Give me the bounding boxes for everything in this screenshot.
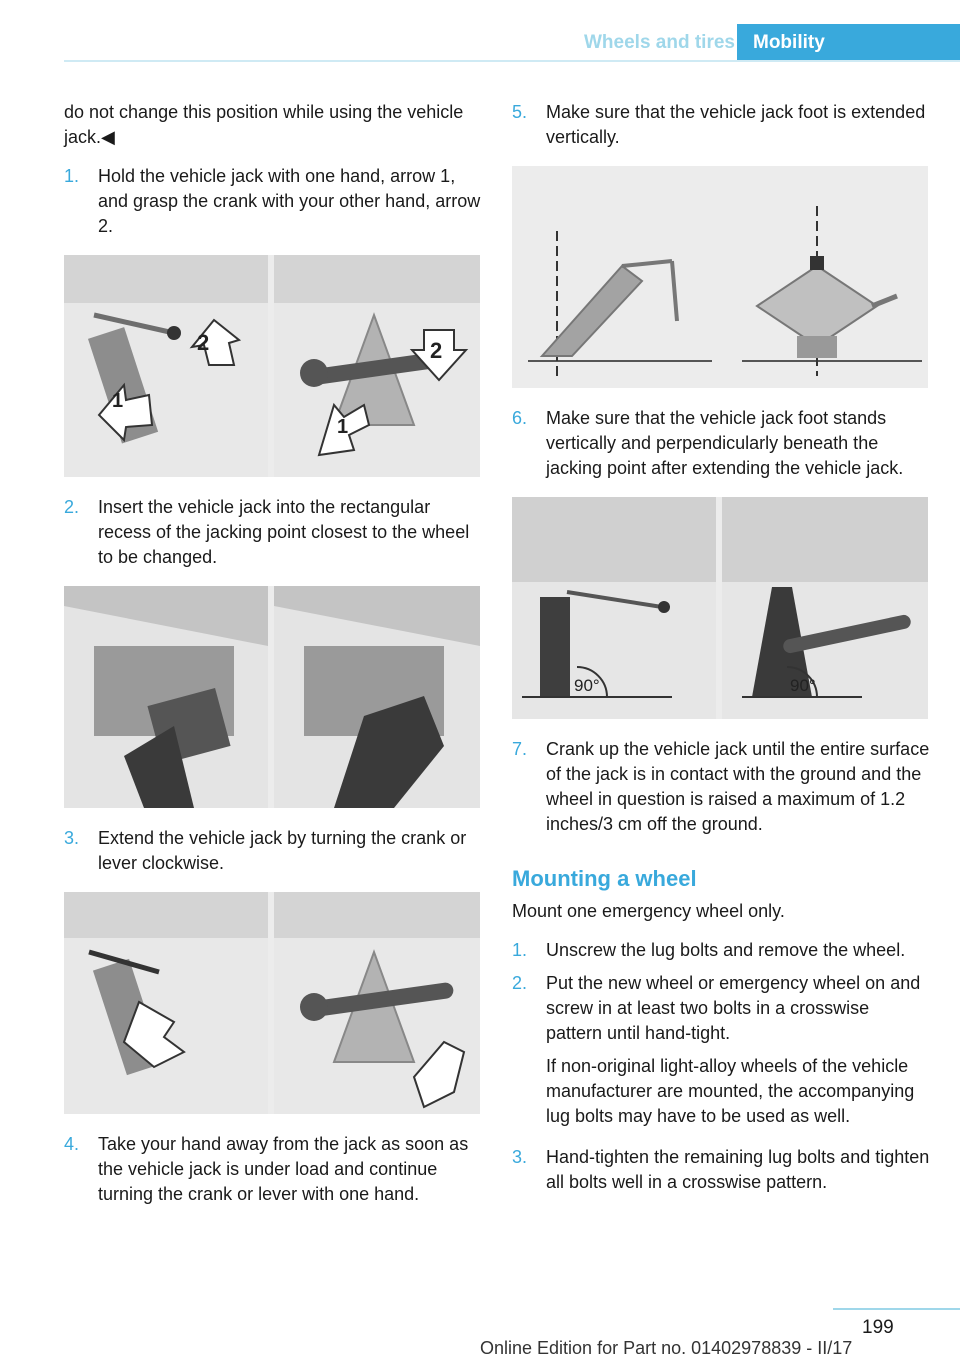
step-text: Insert the vehicle jack into the rectangular recess of the jacking point closest to the wheel to be changed. bbox=[98, 497, 470, 567]
step-text: Hand-tighten the remaining lug bolts and tighten all bolts well in a crosswise pattern. bbox=[546, 1147, 930, 1192]
step-number: 4. bbox=[64, 1134, 80, 1154]
figure-label-1b: 1 bbox=[337, 416, 349, 438]
header-chapter-tab: Mobility bbox=[737, 24, 960, 62]
left-column bbox=[64, 100, 482, 1223]
figure-perpendicular bbox=[512, 497, 928, 719]
figure-label-2b: 2 bbox=[430, 338, 443, 363]
right-column bbox=[512, 100, 930, 1203]
step-number: 2. bbox=[512, 973, 528, 993]
section-title: Mounting a wheel bbox=[512, 866, 697, 891]
mount-step-3 bbox=[512, 1145, 930, 1195]
step-1 bbox=[64, 164, 482, 239]
step-number: 3. bbox=[512, 1147, 528, 1167]
step-3 bbox=[64, 826, 482, 876]
angle-label-left: 90° bbox=[574, 676, 600, 695]
figure-label-2: 2 bbox=[197, 330, 210, 355]
step-number: 6. bbox=[512, 408, 528, 428]
step-number: 7. bbox=[512, 739, 528, 759]
footer-divider bbox=[833, 1308, 960, 1310]
edition-footer: Online Edition for Part no. 01402978839 - II/17 bbox=[480, 1338, 853, 1358]
page-number: 199 bbox=[862, 1317, 894, 1338]
intro-text: do not change this position while using the vehicle jack.◀ bbox=[64, 102, 464, 147]
step-number: 2. bbox=[64, 497, 80, 517]
step-text: Unscrew the lug bolts and remove the wheel. bbox=[546, 940, 906, 960]
figure-label-1: 1 bbox=[112, 390, 124, 412]
step-number: 3. bbox=[64, 828, 80, 848]
figure-extend-jack bbox=[64, 892, 480, 1114]
section-subtitle: Mount one emergency wheel only. bbox=[512, 901, 785, 921]
step-7 bbox=[512, 737, 930, 837]
step-text: Hold the vehicle jack with one hand, arrow 1, and grasp the crank with your other hand, arrow 2. bbox=[98, 166, 481, 236]
figure-jacking-point bbox=[64, 586, 480, 808]
step-number: 5. bbox=[512, 102, 528, 122]
angle-label-right: 90° bbox=[790, 676, 816, 695]
mount-step-1 bbox=[512, 938, 930, 963]
step-text: Take your hand away from the jack as soon as the vehicle jack is under load and continue turning the crank or lever with one hand. bbox=[98, 1134, 469, 1204]
figure-jack-hold bbox=[64, 255, 480, 477]
step-2 bbox=[64, 495, 482, 570]
step-text: Crank up the vehicle jack until the entire surface of the jack is in contact with the ground and the wheel in question is raised a maximum of 1.2 inches/3 cm off the ground. bbox=[546, 739, 930, 834]
step-4 bbox=[64, 1132, 482, 1207]
step-text: Make sure that the vehicle jack foot is extended vertically. bbox=[546, 102, 926, 147]
step-text: Make sure that the vehicle jack foot stands vertically and perpendicularly beneath the jacking point after extending the vehicle jack. bbox=[546, 408, 904, 478]
step-6 bbox=[512, 406, 930, 481]
step-number: 1. bbox=[64, 166, 80, 186]
step-text: Put the new wheel or emergency wheel on and screw in at least two bolts in a crosswise pattern until hand-tight. bbox=[546, 973, 921, 1043]
step-5 bbox=[512, 100, 930, 150]
step-number: 1. bbox=[512, 940, 528, 960]
mount-note: If non-original light-alloy wheels of the vehicle manufacturer are mounted, the accompanying lug bolts may have to be used as well. bbox=[546, 1056, 915, 1126]
step-text: Extend the vehicle jack by turning the crank or lever clockwise. bbox=[98, 828, 467, 873]
header-section-tab: Wheels and tires bbox=[584, 32, 735, 53]
mount-step-2 bbox=[512, 971, 930, 1046]
figure-jack-foot-vertical bbox=[512, 166, 928, 388]
header-divider bbox=[64, 60, 960, 62]
